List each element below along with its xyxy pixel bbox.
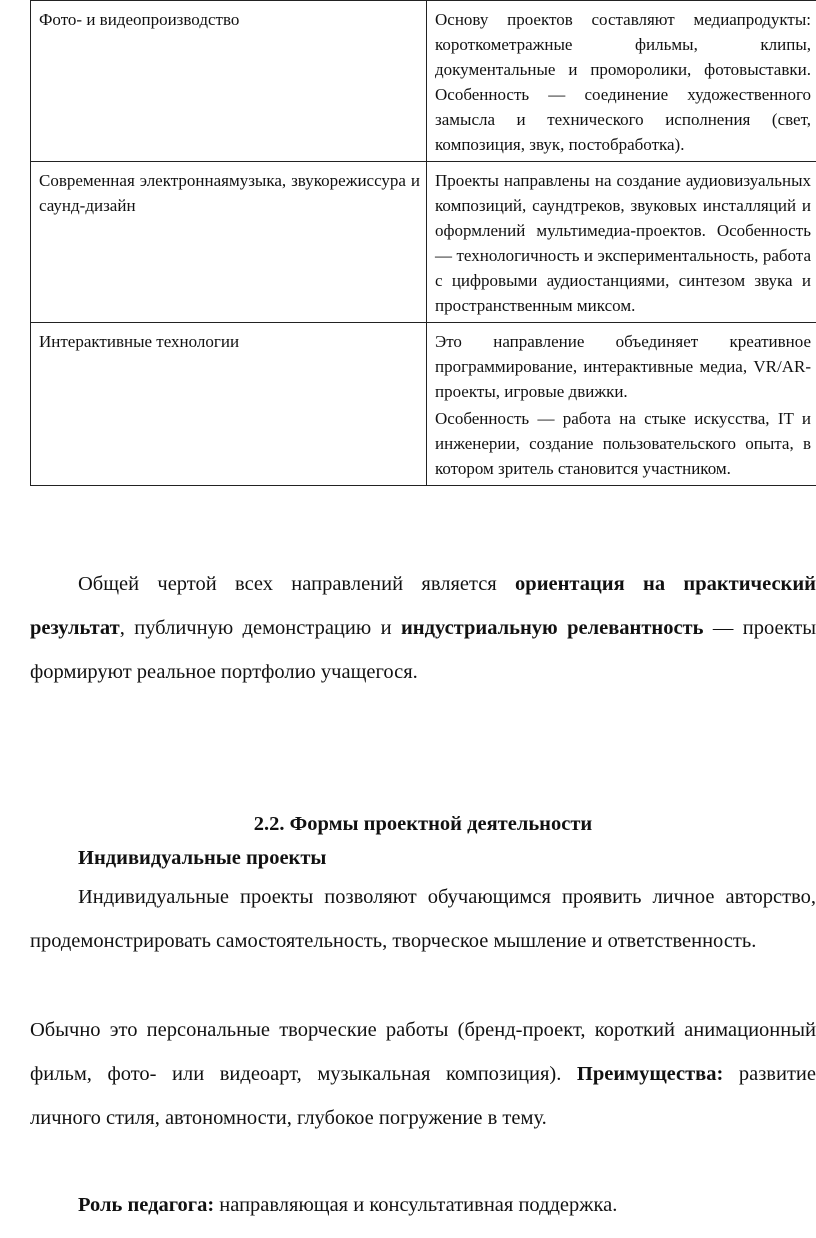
- individual-projects-paragraph: Индивидуальные проекты позволяют обучающимся проявить личное авторство, продемонстрировать самостоятельность, творческое мышление и ответственность.: [30, 886, 816, 952]
- direction-description: [427, 162, 816, 323]
- teacher-role-paragraph: [78, 1183, 816, 1227]
- teacher-role-label: Роль педагога:: [78, 1194, 215, 1216]
- description-paragraph: Это направление объединяет креативное программирование, интерактивные медиа, VR/AR-проекты, игровые движки.: [435, 332, 811, 401]
- description-paragraph: Проекты направлены на создание аудиовизуальных композиций, саундтреков, звуковых инсталляций и оформлений мультимедиа-проектов. Особенность — технологичность и экспериментальность, работа с цифровыми аудиостанциями, синтезом звука и пространственным миксом.: [435, 171, 811, 315]
- table-row: [31, 162, 816, 323]
- examples-text: Обычно это персональные творческие работы (бренд-проект, короткий анимационный фильм, фото- или видеоарт, музыкальная композиция).: [30, 1019, 816, 1085]
- teacher-role-text: направляющая и консультативная поддержка.: [214, 1194, 618, 1216]
- section-heading: 2.2. Формы проектной деятельности: [253, 813, 593, 835]
- table-row: [31, 1, 816, 162]
- table-row: [31, 323, 816, 486]
- summary-paragraph: [30, 562, 816, 694]
- directions-table: [30, 0, 816, 486]
- summary-bold-orientation: ориентация на практический результат: [30, 573, 816, 639]
- summary-bold-relevance: индустриальную релевантность: [400, 617, 704, 639]
- direction-name: Интерактивные технологии: [31, 323, 427, 486]
- advantages-text: развитие личного стиля, автономности, глубокое погружение в тему.: [30, 1063, 816, 1129]
- summary-text: Общей чертой всех направлений является: [78, 573, 516, 595]
- summary-text: , публичную демонстрацию и: [119, 617, 401, 639]
- advantages-label: Преимущества:: [576, 1063, 724, 1085]
- description-paragraph: Особенность — работа на стыке искусства, IT и инженерии, создание пользовательского опыта, в котором зритель становится участником.: [435, 409, 811, 478]
- direction-name-text: Современная электроннаямузыка, звукорежиссура и саунд-дизайн: [39, 171, 420, 215]
- direction-description: [427, 323, 816, 486]
- direction-name: [31, 162, 427, 323]
- description-paragraph: Основу проектов составляют медиапродукты: короткометражные фильмы, клипы, документальные и проморолики, фотовыставки. Особенность — соединение художественного замысла и технического исполнения (свет, композиция, звук, постобработка).: [435, 10, 811, 154]
- direction-name: Фото- и видеопроизводство: [31, 1, 427, 162]
- direction-description: [427, 1, 816, 162]
- examples-paragraph: [30, 1008, 816, 1140]
- summary-text: — проекты формируют реальное портфолио учащегося.: [30, 617, 816, 683]
- subsection-heading: Индивидуальные проекты: [78, 847, 327, 869]
